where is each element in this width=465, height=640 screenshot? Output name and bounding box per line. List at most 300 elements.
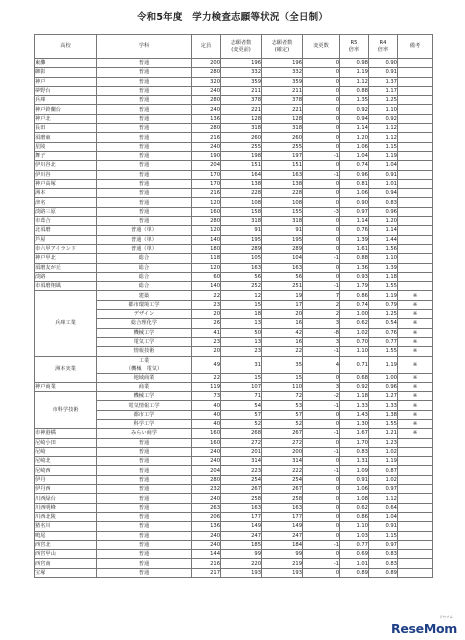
course-cell: 普通 — [97, 512, 192, 521]
course-cell: 情報技術 — [97, 347, 192, 356]
table-row — [35, 170, 433, 179]
applicants-before-cell: 359 — [221, 77, 262, 86]
change-cell: 0 — [303, 512, 340, 521]
applicants-final-cell: 378 — [262, 96, 303, 105]
table-row — [35, 559, 433, 568]
r5-ratio-cell: 1.10 — [340, 522, 369, 531]
r4-ratio-cell: 1.27 — [369, 392, 398, 401]
r5-ratio-cell: 0.76 — [340, 226, 369, 235]
note-cell: ※ — [398, 356, 433, 373]
applicants-final-cell: 267 — [262, 429, 303, 438]
course-cell: 普通 — [97, 142, 192, 151]
note-cell — [398, 59, 433, 68]
school-cell: 淡路三原 — [35, 207, 97, 216]
change-cell: 0 — [303, 457, 340, 466]
capacity-cell: 206 — [192, 512, 221, 521]
r4-ratio-cell: 1.00 — [369, 373, 398, 382]
school-cell: 洲本実業 — [35, 356, 97, 382]
applicants-final-cell: 221 — [262, 105, 303, 114]
r5-ratio-cell: 0.74 — [340, 300, 369, 309]
applicants-final-cell: 15 — [262, 373, 303, 382]
r5-ratio-cell: 0.81 — [340, 179, 369, 188]
applicants-final-cell: 196 — [262, 59, 303, 68]
school-cell: 神戸鈴蘭台 — [35, 105, 97, 114]
r4-ratio-cell: 1.19 — [369, 457, 398, 466]
table-row — [35, 142, 433, 151]
capacity-cell: 280 — [192, 96, 221, 105]
note-cell — [398, 142, 433, 151]
note-cell: ※ — [398, 410, 433, 419]
r5-ratio-cell: 1.18 — [340, 392, 369, 401]
course-cell: 普通 — [97, 503, 192, 512]
header-r5-ratio: R5 倍率 — [340, 35, 369, 59]
note-cell — [398, 254, 433, 263]
applicants-final-cell: 110 — [262, 382, 303, 391]
applicants-before-cell: 128 — [221, 114, 262, 123]
r4-ratio-cell: 1.37 — [369, 77, 398, 86]
r5-ratio-cell: 1.09 — [340, 466, 369, 475]
note-cell: ※ — [398, 347, 433, 356]
course-cell: 総合 — [97, 263, 192, 272]
school-cell: 神戸北 — [35, 114, 97, 123]
r4-ratio-cell: 1.19 — [369, 291, 398, 300]
r4-ratio-cell: 1.55 — [369, 419, 398, 428]
r5-ratio-cell: 0.62 — [340, 503, 369, 512]
applicants-final-cell: 42 — [262, 328, 303, 337]
change-cell: 0 — [303, 485, 340, 494]
school-cell: 尼崎 — [35, 447, 97, 456]
school-cell: 伊丹西 — [35, 485, 97, 494]
note-cell — [398, 170, 433, 179]
table-row — [35, 429, 433, 438]
school-cell: 西宮北 — [35, 540, 97, 549]
r5-ratio-cell: 0.98 — [340, 59, 369, 68]
applicants-final-cell: 359 — [262, 77, 303, 86]
capacity-cell: 216 — [192, 133, 221, 142]
applicants-before-cell: 221 — [221, 105, 262, 114]
change-cell: 0 — [303, 438, 340, 447]
application-status-table — [34, 34, 433, 578]
note-cell — [398, 485, 433, 494]
applicants-final-cell: 56 — [262, 272, 303, 281]
course-cell: 総合 — [97, 272, 192, 281]
course-cell: デザイン — [97, 310, 192, 319]
applicants-final-cell: 22 — [262, 347, 303, 356]
school-cell: 西宮甲山 — [35, 550, 97, 559]
note-cell — [398, 114, 433, 123]
note-cell — [398, 226, 433, 235]
applicants-final-cell: 149 — [262, 522, 303, 531]
change-cell: 2 — [303, 310, 340, 319]
applicants-final-cell: 91 — [262, 226, 303, 235]
capacity-cell: 136 — [192, 114, 221, 123]
applicants-before-cell: 260 — [221, 133, 262, 142]
course-cell: 普通 — [97, 114, 192, 123]
change-cell: -8 — [303, 328, 340, 337]
note-cell — [398, 161, 433, 170]
r4-ratio-cell: 0.91 — [369, 68, 398, 77]
applicants-before-cell: 163 — [221, 503, 262, 512]
capacity-cell: 280 — [192, 475, 221, 484]
applicants-final-cell: 254 — [262, 475, 303, 484]
applicants-final-cell: 52 — [262, 419, 303, 428]
r5-ratio-cell: 1.14 — [340, 124, 369, 133]
course-cell: 電気工学 — [97, 337, 192, 346]
applicants-before-cell: 149 — [221, 522, 262, 531]
table-row — [35, 114, 433, 123]
applicants-before-cell: 201 — [221, 447, 262, 456]
capacity-cell: 240 — [192, 86, 221, 95]
course-cell: 普通 — [97, 568, 192, 577]
school-cell: 伊川谷北 — [35, 161, 97, 170]
change-cell: 0 — [303, 86, 340, 95]
applicants-before-cell: 289 — [221, 244, 262, 253]
applicants-before-cell: 268 — [221, 429, 262, 438]
school-cell: 伊丹 — [35, 475, 97, 484]
note-cell: ※ — [398, 319, 433, 328]
course-cell: 普通 — [97, 96, 192, 105]
r4-ratio-cell: 1.39 — [369, 263, 398, 272]
applicants-before-cell: 56 — [221, 272, 262, 281]
r4-ratio-cell: 1.18 — [369, 272, 398, 281]
table-row — [35, 522, 433, 531]
table-row — [35, 59, 433, 68]
applicants-final-cell: 163 — [262, 170, 303, 179]
r5-ratio-cell: 0.71 — [340, 356, 369, 373]
applicants-before-cell: 50 — [221, 328, 262, 337]
note-cell — [398, 568, 433, 577]
applicants-final-cell: 195 — [262, 235, 303, 244]
school-cell: 川西緑台 — [35, 494, 97, 503]
change-cell: -2 — [303, 392, 340, 401]
applicants-before-cell: 105 — [221, 254, 262, 263]
table-row — [35, 179, 433, 188]
change-cell: 0 — [303, 494, 340, 503]
capacity-cell: 240 — [192, 142, 221, 151]
note-cell — [398, 207, 433, 216]
r4-ratio-cell: 0.54 — [369, 319, 398, 328]
r4-ratio-cell: 1.12 — [369, 124, 398, 133]
change-cell: -1 — [303, 282, 340, 291]
r5-ratio-cell: 1.10 — [340, 347, 369, 356]
note-cell — [398, 282, 433, 291]
table-row — [35, 207, 433, 216]
capacity-cell: 160 — [192, 429, 221, 438]
change-cell: 0 — [303, 133, 340, 142]
change-cell: 0 — [303, 226, 340, 235]
table-row — [35, 151, 433, 160]
change-cell: 0 — [303, 142, 340, 151]
school-cell: 尼崎北 — [35, 457, 97, 466]
course-cell: 普通 — [97, 86, 192, 95]
applicants-before-cell: 247 — [221, 531, 262, 540]
school-cell: 兵庫 — [35, 96, 97, 105]
applicants-before-cell: 151 — [221, 161, 262, 170]
note-cell — [398, 522, 433, 531]
school-cell: 神戸商業 — [35, 382, 97, 391]
course-cell: 普通 — [97, 485, 192, 494]
change-cell: 0 — [303, 217, 340, 226]
note-cell: ※ — [398, 429, 433, 438]
note-cell — [398, 133, 433, 142]
r5-ratio-cell: 1.04 — [340, 151, 369, 160]
applicants-final-cell: 184 — [262, 540, 303, 549]
school-cell: 洲本 — [35, 189, 97, 198]
r4-ratio-cell: 1.12 — [369, 494, 398, 503]
course-cell: 普通 — [97, 207, 192, 216]
r4-ratio-cell: 1.44 — [369, 235, 398, 244]
school-cell: 市神港橘 — [35, 429, 97, 438]
course-cell: 普通 — [97, 68, 192, 77]
course-cell: 建築 — [97, 291, 192, 300]
school-cell: 神戸高塚 — [35, 179, 97, 188]
applicants-final-cell: 289 — [262, 244, 303, 253]
school-cell: 西宮南 — [35, 559, 97, 568]
applicants-before-cell: 57 — [221, 410, 262, 419]
r4-ratio-cell: 0.97 — [369, 485, 398, 494]
applicants-before-cell: 267 — [221, 485, 262, 494]
course-cell: 普通 — [97, 559, 192, 568]
r5-ratio-cell: 0.89 — [340, 568, 369, 577]
school-cell: 尼崎西 — [35, 466, 97, 475]
school-cell: 北須磨 — [35, 226, 97, 235]
capacity-cell: 60 — [192, 272, 221, 281]
r4-ratio-cell: 1.25 — [369, 96, 398, 105]
school-cell: 淡路 — [35, 272, 97, 281]
capacity-cell: 240 — [192, 531, 221, 540]
change-cell: -1 — [303, 347, 340, 356]
table-row — [35, 447, 433, 456]
header-course: 学科 — [97, 35, 192, 59]
applicants-before-cell: 185 — [221, 540, 262, 549]
applicants-before-cell: 91 — [221, 226, 262, 235]
applicants-final-cell: 260 — [262, 133, 303, 142]
r4-ratio-cell: 0.64 — [369, 503, 398, 512]
note-cell — [398, 151, 433, 160]
school-cell: 川西明峰 — [35, 503, 97, 512]
applicants-before-cell: 252 — [221, 282, 262, 291]
note-cell: ※ — [398, 300, 433, 309]
table-row — [35, 512, 433, 521]
r4-ratio-cell: 0.92 — [369, 114, 398, 123]
applicants-before-cell: 177 — [221, 512, 262, 521]
r5-ratio-cell: 1.36 — [340, 263, 369, 272]
table-row — [35, 226, 433, 235]
applicants-final-cell: 258 — [262, 494, 303, 503]
table-body — [35, 59, 433, 578]
school-cell: 市須磨翔風 — [35, 282, 97, 291]
applicants-final-cell: 197 — [262, 151, 303, 160]
note-cell — [398, 550, 433, 559]
table-row — [35, 503, 433, 512]
course-cell: 普通 — [97, 540, 192, 549]
table-row — [35, 133, 433, 142]
change-cell: 0 — [303, 419, 340, 428]
capacity-cell: 280 — [192, 124, 221, 133]
header-note: 備考 — [398, 35, 433, 59]
applicants-final-cell: 128 — [262, 114, 303, 123]
r5-ratio-cell: 1.30 — [340, 419, 369, 428]
applicants-before-cell: 254 — [221, 475, 262, 484]
note-cell: ※ — [398, 291, 433, 300]
applicants-before-cell: 220 — [221, 559, 262, 568]
r4-ratio-cell: 1.02 — [369, 447, 398, 456]
course-cell: 普通 — [97, 124, 192, 133]
table-row — [35, 105, 433, 114]
r5-ratio-cell: 1.70 — [340, 438, 369, 447]
course-cell: 機械工学 — [97, 392, 192, 401]
school-cell: 神戸甲北 — [35, 254, 97, 263]
r5-ratio-cell: 0.93 — [340, 272, 369, 281]
capacity-cell: 120 — [192, 263, 221, 272]
applicants-final-cell: 16 — [262, 337, 303, 346]
applicants-before-cell: 13 — [221, 337, 262, 346]
table-row — [35, 568, 433, 577]
capacity-cell: 140 — [192, 282, 221, 291]
course-cell: 普通 — [97, 550, 192, 559]
school-cell: 長田 — [35, 124, 97, 133]
r4-ratio-cell: 0.91 — [369, 170, 398, 179]
note-cell — [398, 475, 433, 484]
r4-ratio-cell: 1.23 — [369, 438, 398, 447]
r4-ratio-cell: 0.96 — [369, 207, 398, 216]
r4-ratio-cell: 1.25 — [369, 310, 398, 319]
r5-ratio-cell: 0.62 — [340, 319, 369, 328]
applicants-final-cell: 228 — [262, 189, 303, 198]
change-cell: -1 — [303, 170, 340, 179]
r5-ratio-cell: 1.01 — [340, 559, 369, 568]
note-cell: ※ — [398, 419, 433, 428]
r4-ratio-cell: 1.10 — [369, 254, 398, 263]
r4-ratio-cell: 1.15 — [369, 531, 398, 540]
school-cell: 御影 — [35, 68, 97, 77]
r4-ratio-cell: 0.83 — [369, 550, 398, 559]
applicants-before-cell: 18 — [221, 310, 262, 319]
course-cell: 普通 — [97, 531, 192, 540]
course-cell: 普通（単） — [97, 235, 192, 244]
applicants-final-cell: 318 — [262, 124, 303, 133]
applicants-before-cell: 193 — [221, 568, 262, 577]
r4-ratio-cell: 0.90 — [369, 59, 398, 68]
capacity-cell: 263 — [192, 503, 221, 512]
r4-ratio-cell: 1.14 — [369, 226, 398, 235]
table-row — [35, 291, 433, 300]
change-cell: 0 — [303, 531, 340, 540]
change-cell: -1 — [303, 559, 340, 568]
applicants-before-cell: 13 — [221, 319, 262, 328]
course-cell: 総合 — [97, 254, 192, 263]
capacity-cell: 240 — [192, 447, 221, 456]
applicants-final-cell: 211 — [262, 86, 303, 95]
r5-ratio-cell: 0.94 — [340, 114, 369, 123]
table-row — [35, 550, 433, 559]
note-cell — [398, 447, 433, 456]
change-cell: -1 — [303, 254, 340, 263]
table-row — [35, 457, 433, 466]
applicants-before-cell: 52 — [221, 419, 262, 428]
note-cell — [398, 531, 433, 540]
r4-ratio-cell: 1.20 — [369, 217, 398, 226]
r5-ratio-cell: 0.91 — [340, 475, 369, 484]
note-cell — [398, 198, 433, 207]
r5-ratio-cell: 1.33 — [340, 401, 369, 410]
table-row — [35, 189, 433, 198]
change-cell: -1 — [303, 429, 340, 438]
note-cell: ※ — [398, 310, 433, 319]
table-row — [35, 392, 433, 401]
r5-ratio-cell: 1.67 — [340, 429, 369, 438]
applicants-final-cell: 17 — [262, 300, 303, 309]
change-cell: 0 — [303, 96, 340, 105]
course-cell: 普通 — [97, 179, 192, 188]
course-cell: 工業 （機械 電気） — [97, 356, 192, 373]
note-cell — [398, 540, 433, 549]
change-cell: 0 — [303, 475, 340, 484]
table-row — [35, 382, 433, 391]
note-cell — [398, 512, 433, 521]
table-row — [35, 198, 433, 207]
note-cell — [398, 503, 433, 512]
change-cell: 3 — [303, 319, 340, 328]
capacity-cell: 119 — [192, 382, 221, 391]
applicants-before-cell: 196 — [221, 59, 262, 68]
capacity-cell: 204 — [192, 161, 221, 170]
table-row — [35, 531, 433, 540]
applicants-final-cell: 177 — [262, 512, 303, 521]
capacity-cell: 40 — [192, 419, 221, 428]
applicants-final-cell: 163 — [262, 263, 303, 272]
course-cell: 普通 — [97, 151, 192, 160]
capacity-cell: 170 — [192, 179, 221, 188]
table-row — [35, 272, 433, 281]
note-cell — [398, 68, 433, 77]
change-cell: -1 — [303, 151, 340, 160]
capacity-cell: 23 — [192, 300, 221, 309]
r4-ratio-cell: 0.91 — [369, 522, 398, 531]
table-row — [35, 475, 433, 484]
change-cell: 0 — [303, 105, 340, 114]
change-cell: -1 — [303, 447, 340, 456]
page-title: 令和5年度 学力検査志願等状況（全日制） — [136, 12, 329, 23]
applicants-before-cell: 12 — [221, 291, 262, 300]
applicants-final-cell: 255 — [262, 142, 303, 151]
applicants-before-cell: 332 — [221, 68, 262, 77]
applicants-before-cell: 54 — [221, 401, 262, 410]
course-cell: 普通（単） — [97, 226, 192, 235]
note-cell — [398, 189, 433, 198]
capacity-cell: 40 — [192, 410, 221, 419]
r5-ratio-cell: 1.08 — [340, 494, 369, 503]
change-cell: 0 — [303, 263, 340, 272]
capacity-cell: 22 — [192, 291, 221, 300]
note-cell — [398, 96, 433, 105]
r4-ratio-cell: 0.97 — [369, 540, 398, 549]
r4-ratio-cell: 1.01 — [369, 179, 398, 188]
school-cell: 市六甲アイランド — [35, 244, 97, 253]
change-cell: 7 — [303, 291, 340, 300]
table-header-row — [35, 35, 433, 59]
capacity-cell: 144 — [192, 550, 221, 559]
table-row — [35, 485, 433, 494]
r4-ratio-cell: 1.17 — [369, 86, 398, 95]
r5-ratio-cell: 0.83 — [340, 447, 369, 456]
applicants-before-cell: 223 — [221, 466, 262, 475]
school-cell: 東灘 — [35, 59, 97, 68]
r5-ratio-cell: 1.79 — [340, 282, 369, 291]
r4-ratio-cell: 1.33 — [369, 401, 398, 410]
school-cell: 芦屋 — [35, 235, 97, 244]
note-cell: ※ — [398, 401, 433, 410]
